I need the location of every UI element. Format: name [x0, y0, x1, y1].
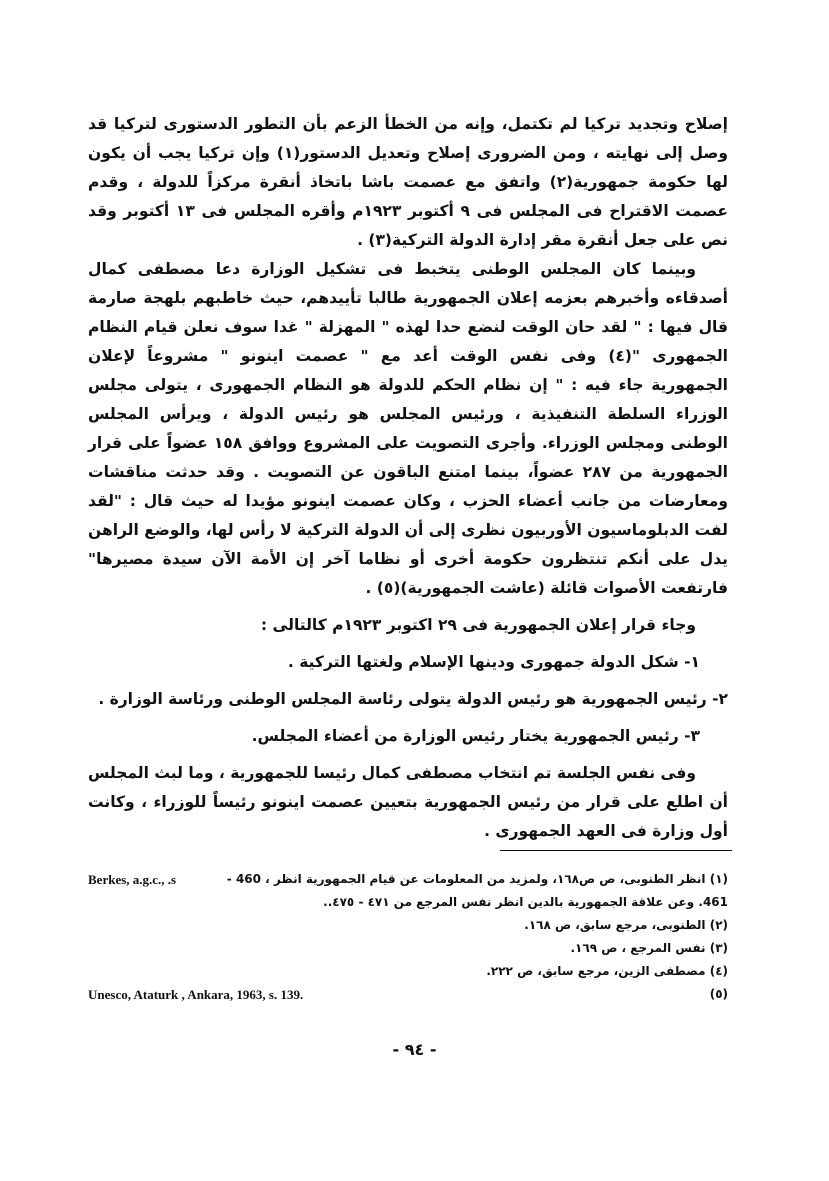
footnotes [88, 868, 728, 1006]
body-text [88, 110, 728, 846]
paragraph-1: إصلاح وتجديد تركيا لم تكتمل، وإنه من الخطأ الزعم بأن التطور الدستورى لتركيا قد وصل إلى نهايته ، ومن الضرورى إصلاح وتعديل الدستور(١) وإن تركيا يجب أن يكون لها حكومة جمهورية(٢) واتفق مع عصمت باشا باتخاذ أنقرة مركزاً للدولة ، وقدم عصمت الاقتراح فى المجلس فى ٩ أكتوبر ١٩٢٣م وأقره المجلس فى ١٣ أكتوبر وقد نص على جعل أنقرة مقر إدارة الدولة التركية(٣) . [88, 115, 728, 249]
list-item-3: ٣- رئيس الجمهورية يختار رئيس الوزارة من أعضاء المجلس. [251, 727, 700, 745]
closing-paragraph: وفى نفس الجلسة تم انتخاب مصطفى كمال رئيسا للجمهورية ، وما لبث المجلس أن اطلع على قرار من رئيس الجمهورية بتعيين عصمت اينونو رئيساً للوزراء ، وكانت أول وزارة فى العهد الجمهورى . [88, 764, 728, 840]
footnote-1-continuation: 461. وعن علاقة الجمهورية بالدين انظر نفس المرجع من ٤٧١ - ٤٧٥.. [323, 895, 728, 909]
footnote-5-text: (٥) [709, 987, 728, 1001]
paragraph-3: وجاء قرار إعلان الجمهورية فى ٢٩ اكتوبر ١٩٢٣م كالتالى : [260, 616, 696, 634]
footnote-5-latin: Unesco, Ataturk , Ankara, 1963, s. 139. [88, 987, 304, 1002]
footnote-1-latin: Berkes, a.g.c., .s [88, 872, 177, 887]
footnote-5 [88, 983, 728, 1006]
page-number: - ٩٤ - [392, 1040, 437, 1059]
list-item-2: ٢- رئيس الجمهورية هو رئيس الدولة يتولى رئاسة المجلس الوطنى ورئاسة الوزارة . [98, 690, 728, 708]
footnote-4: (٤) مصطفى الزين، مرجع سابق، ص ٢٢٢. [486, 964, 728, 978]
footnote-1-text: (١) انظر الطنوبى، ص ص١٦٨، ولمزيد من المعلومات عن قيام الجمهورية انظر ، 460 - [226, 872, 728, 886]
paragraph-2: وبينما كان المجلس الوطنى يتخبط فى تشكيل الوزارة دعا مصطفى كمال أصدقاءه وأخبرهم بعزمه إعلان الجمهورية طالبا تأييدهم، حيث خاطبهم بلهجة صارمة قال فيها : " لقد حان الوقت لنضع حدا لهذه " المهزلة " غدا سوف نعلن قيام النظام الجمهورى "(٤) وفى نفس الوقت أعد مع " عصمت اينونو " مشروعاً لإعلان الجمهورية جاء فيه : " إن نظام الحكم للدولة هو النظام الجمهورى ، يتولى مجلس الوزراء السلطة التنفيذية ، ورئيس المجلس هو رئيس الدولة ، ويرأس المجلس الوطنى ومجلس الوزراء. وأجرى التصويت على المشروع ووافق ١٥٨ عضواً على قرار الجمهورية من ٢٨٧ عضواً، بينما امتنع الباقون عن التصويت . وقد حدثت مناقشات ومعارضات من جانب أعضاء الحزب ، وكان عصمت اينونو مؤيدا له حيث قال : "لقد لفت الدبلوماسيون الأوربيون نظرى إلى أن الدولة التركية لا رأس لها، والوضع الراهن يدل على أنكم تنتظرون حكومة أخرى أو نظاما آخر إن الأمة الآن سيدة مصيرها" فارتفعت الأصوات قائلة (عاشت الجمهورية)(٥) . [88, 260, 728, 597]
list-item-1: ١- شكل الدولة جمهورى ودينها الإسلام ولغتها التركية . [287, 653, 700, 671]
footnote-divider [500, 850, 732, 851]
footnote-1 [88, 868, 728, 891]
footnote-2: (٢) الطنوبى، مرجع سابق، ص ١٦٨. [524, 918, 728, 932]
footnote-3: (٣) نفس المرجع ، ص ١٦٩. [570, 941, 728, 955]
